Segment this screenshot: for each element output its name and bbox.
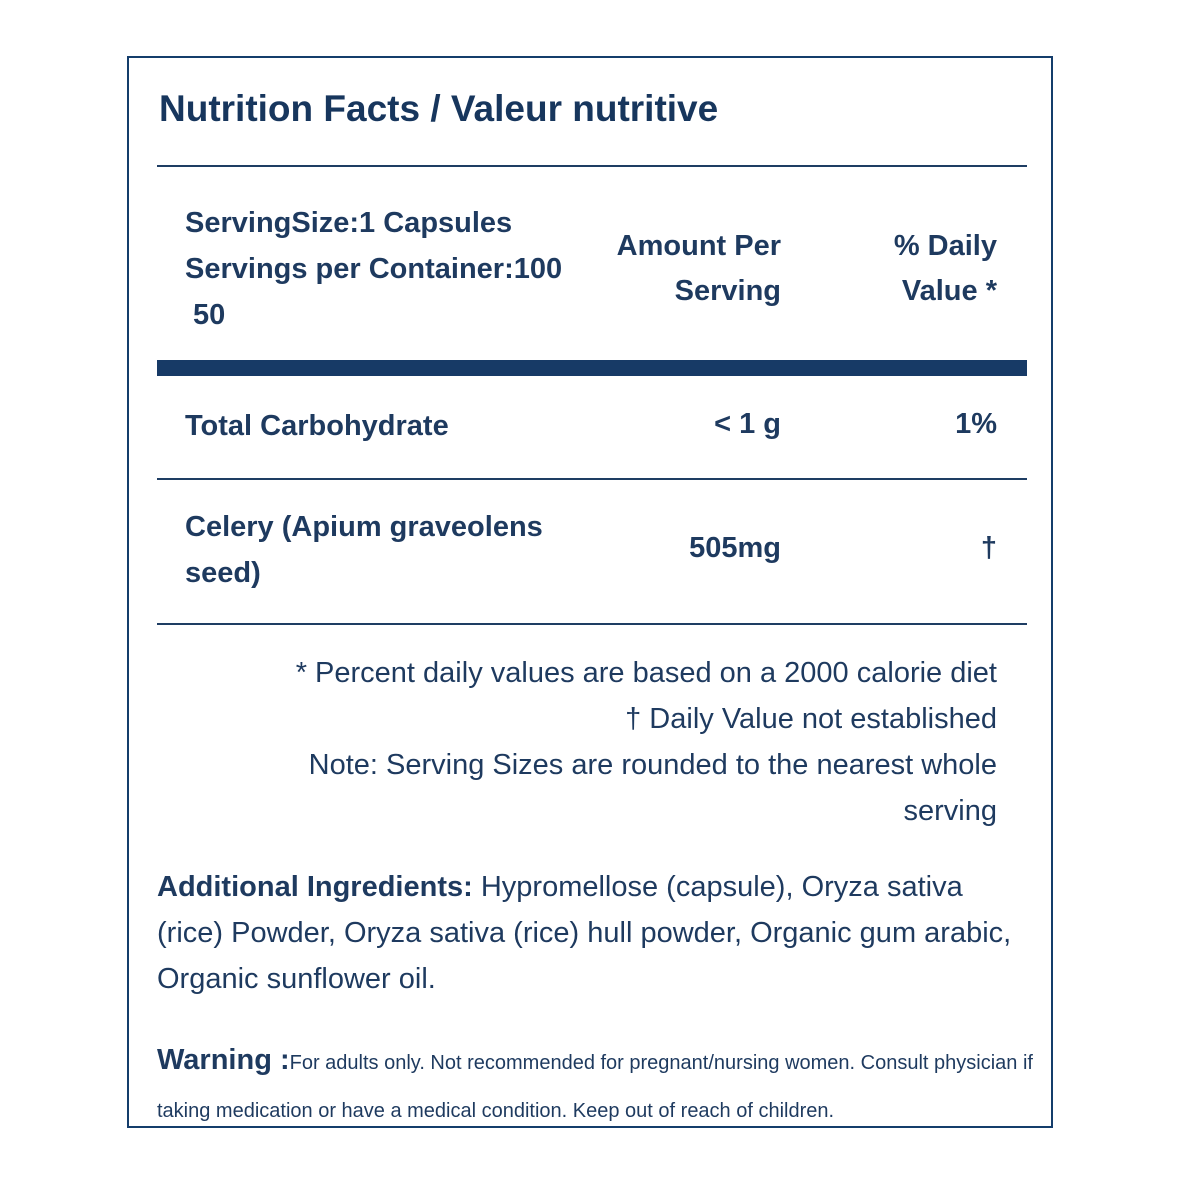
thick-divider [157, 360, 1027, 376]
serving-size: ServingSize:1 Capsules [185, 207, 513, 239]
nutrient-dv-carbohydrate: 1% [955, 408, 997, 440]
servings-per-container-cont: 50 [193, 299, 226, 331]
footnote-rounding-cont: serving [903, 795, 997, 827]
ingredients-text: Hypromellose (capsule), Oryza sativa (rice) Powder, Oryza sativa (rice) hull powder, Organic gum arabic, Organic sunflower oil. [157, 871, 1012, 995]
celery-label-line1: Celery (Apium graveolens [185, 511, 543, 543]
footnote-rounding: Note: Serving Sizes are rounded to the nearest whole [308, 749, 997, 781]
warning-text: For adults only. Not recommended for pregnant/nursing women. Consult physician if taking medication or have a medical condition. Keep out of reach of children. [157, 1052, 1033, 1122]
nutrient-amount-celery: 505mg [689, 532, 781, 564]
warning-label: Warning : [157, 1044, 290, 1076]
nutrition-facts-panel [127, 56, 1053, 1128]
nutrient-label-carbohydrate: Total Carbohydrate [185, 410, 449, 442]
amount-per-serving-header [581, 224, 781, 314]
warning [157, 1036, 1037, 1135]
celery-label-line2: seed) [185, 557, 261, 589]
ingredients-label: Additional Ingredients: [157, 871, 473, 903]
divider [157, 623, 1027, 625]
nutrient-amount-carbohydrate: < 1 g [714, 408, 781, 440]
amount-header-line2: Serving [674, 275, 781, 307]
servings-per-container: Servings per Container:100 [185, 253, 563, 285]
divider [157, 478, 1027, 480]
nutrient-dv-celery: † [980, 532, 997, 564]
footnote-percent-dv: * Percent daily values are based on a 2000 calorie diet [295, 657, 997, 689]
dv-header-line2: Value * [901, 275, 997, 307]
nutrient-label-celery [185, 504, 543, 596]
daily-value-header [837, 224, 997, 314]
additional-ingredients [157, 864, 1017, 1002]
serving-info [185, 200, 562, 338]
divider [157, 165, 1027, 167]
amount-header-line1: Amount Per [616, 230, 781, 262]
footnotes [197, 650, 997, 834]
dv-header-line1: % Daily [893, 230, 997, 262]
panel-title: Nutrition Facts / Valeur nutritive [159, 88, 719, 129]
footnote-dagger: † Daily Value not established [625, 703, 997, 735]
